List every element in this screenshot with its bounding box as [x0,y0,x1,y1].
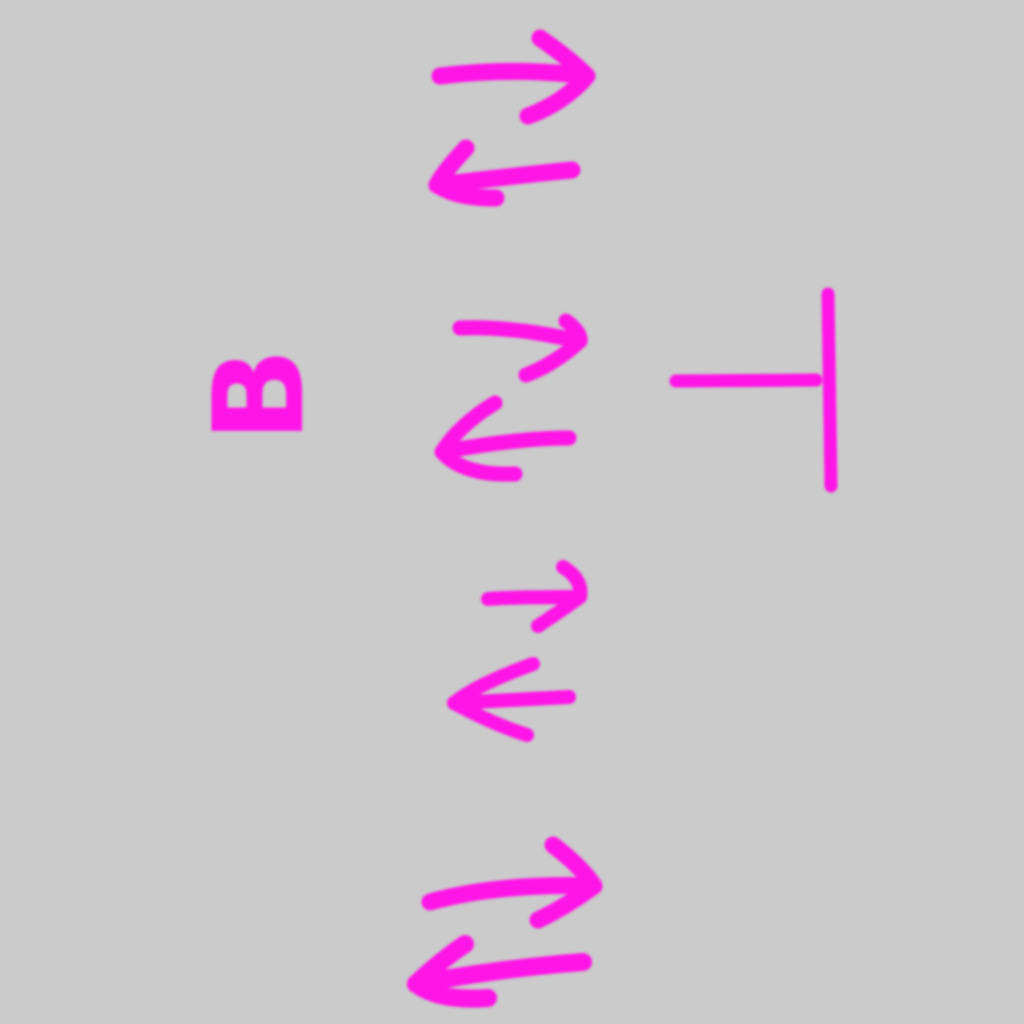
arrow-pair-top [437,38,587,198]
label-t [676,294,831,486]
arrow-pair-upper-middle [442,321,580,474]
forward-arrow [440,72,585,77]
backward-arrow [442,438,569,452]
label-t-stem [676,380,816,381]
label-t-bar [828,294,831,486]
forward-arrow [460,328,580,341]
arrow-pair-bottom [416,845,594,999]
backward-arrow [437,170,572,185]
arrow-pair-lower-middle [454,567,580,735]
label-b: B [188,347,332,443]
